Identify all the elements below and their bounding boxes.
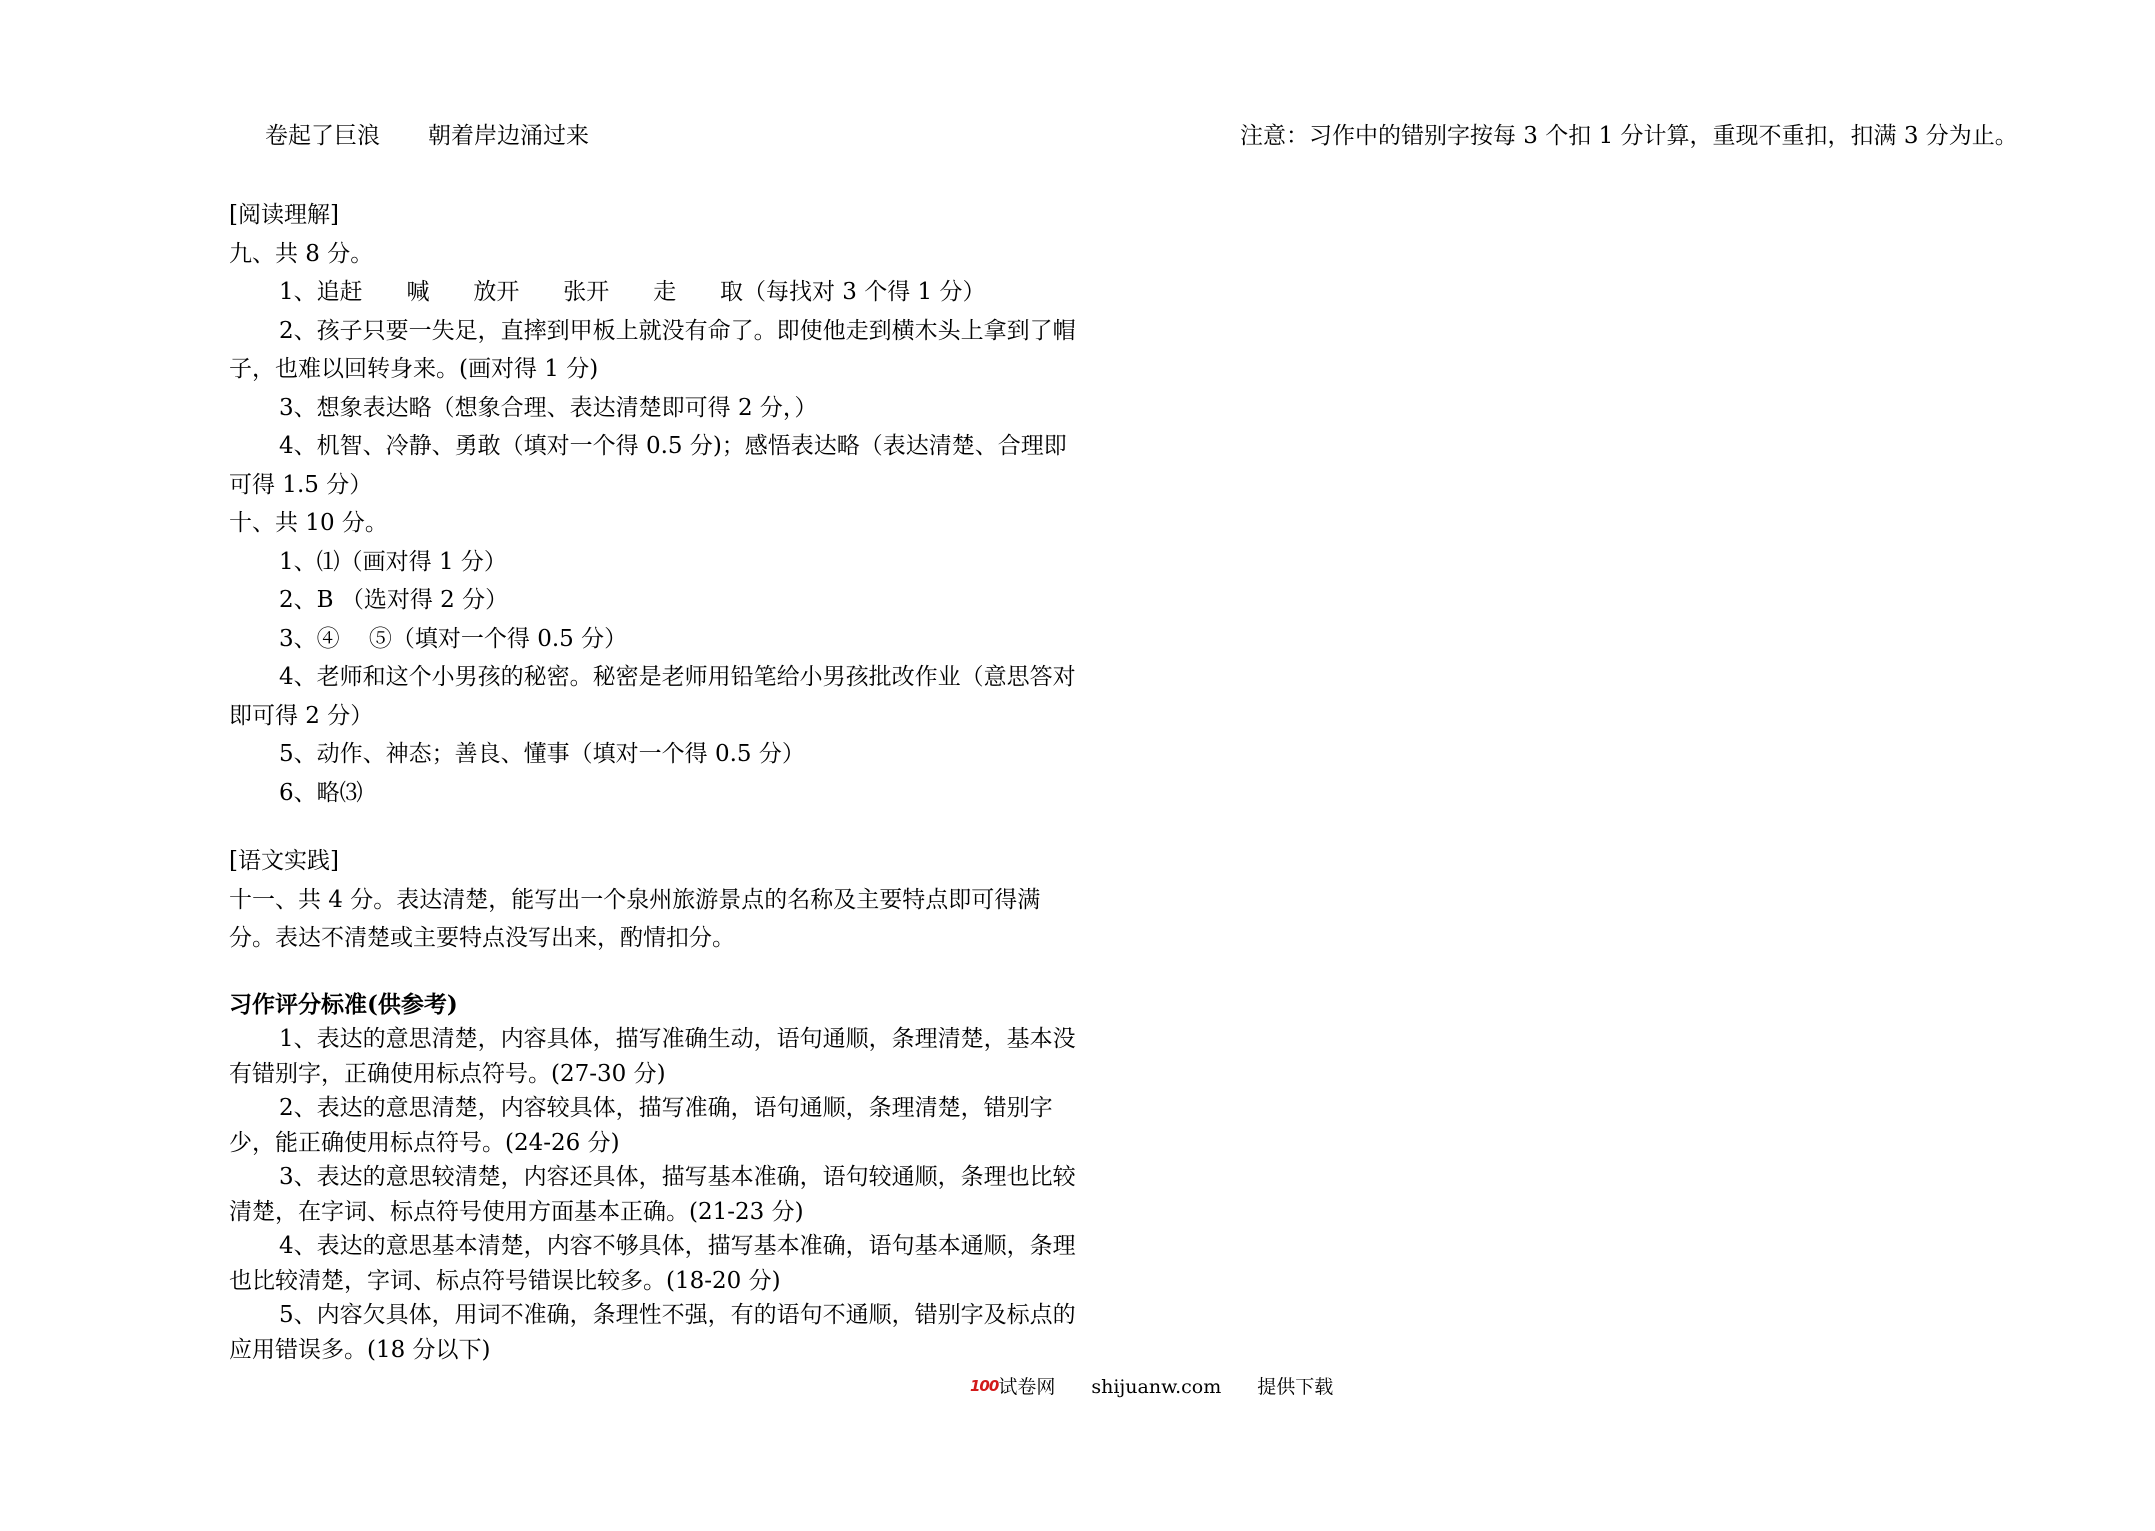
grading-item-3: 3、表达的意思较清楚，内容还具体，描写基本准确，语句较通顺，条理也比较清楚，在字词、标点符号使用方面基本正确。(21-23 分) <box>229 1164 1076 1225</box>
footer-download: 提供下载 <box>1257 1376 1334 1398</box>
answer-column <box>229 196 1079 1367</box>
q9-answer-4: 4、机智、冷静、勇敢（填对一个得 0.5 分)；感悟表达略（表达清楚、合理即可得 1.5 分） <box>229 433 1067 498</box>
grading-section <box>229 988 1079 1368</box>
q10-answer-6: 6、略⑶ <box>279 779 363 806</box>
q9-title: 九、共 8 分。 <box>229 240 374 267</box>
site-logo-icon: 100 <box>970 1377 999 1395</box>
footer-domain: shijuanw.com <box>1091 1376 1222 1398</box>
grading-heading: 习作评分标准(供参考) <box>229 990 458 1018</box>
q10-answer-2: 2、B （选对得 2 分） <box>279 587 509 613</box>
q10-answer-1: 1、⑴（画对得 1 分） <box>279 548 507 575</box>
q9-answer-3: 3、想象表达略（想象合理、表达清楚即可得 2 分，） <box>279 394 818 421</box>
grading-item-4: 4、表达的意思基本清楚，内容不够具体，描写基本准确，语句基本通顺，条理也比较清楚，字词、标点符号错误比较多。(18-20 分) <box>229 1233 1076 1294</box>
top-line <box>265 120 589 152</box>
q10-title: 十、共 10 分。 <box>229 510 388 536</box>
scoring-note: 注意：习作中的错别字按每 3 个扣 1 分计算，重现不重扣，扣满 3 分为止。 <box>1240 123 2018 149</box>
grading-item-5: 5、内容欠具体，用词不准确，条理性不强，有的语句不通顺，错别字及标点的应用错误多。(18 分以下) <box>229 1302 1076 1363</box>
q10-answer-3: 3、④ ⑤（填对一个得 0.5 分） <box>279 625 628 652</box>
q9-answer-1: 1、追赶 喊 放开 张开 走 取（每找对 3 个得 1 分） <box>279 279 986 305</box>
grading-item-2: 2、表达的意思清楚，内容较具体，描写准确，语句通顺，条理清楚，错别字少，能正确使用标点符号。(24-26 分) <box>229 1095 1053 1156</box>
q11-answer: 十一、共 4 分。表达清楚，能写出一个泉州旅游景点的名称及主要特点即可得满分。表达不清楚或主要特点没写出来，酌情扣分。 <box>229 886 1041 951</box>
q10-answer-4: 4、老师和这个小男孩的秘密。秘密是老师用铅笔给小男孩批改作业（意思答对即可得 2 分） <box>229 664 1076 729</box>
practice-heading: [语文实践] <box>229 848 339 874</box>
q10-answer-5: 5、动作、神态；善良、懂事（填对一个得 0.5 分） <box>279 741 805 767</box>
top-line-part2: 朝着岸边涌过来 <box>428 123 589 149</box>
top-line-part1: 卷起了巨浪 <box>265 123 380 149</box>
reading-heading: [阅读理解] <box>229 202 339 228</box>
q9-answer-2: 2、孩子只要一失足，直摔到甲板上就没有命了。即使他走到横木头上拿到了帽子，也难以回转身来。(画对得 1 分) <box>229 317 1076 382</box>
footer-site-name: 试卷网 <box>998 1376 1056 1398</box>
grading-item-1: 1、表达的意思清楚，内容具体，描写准确生动，语句通顺，条理清楚，基本没有错别字，正确使用标点符号。(27-30 分) <box>229 1026 1076 1087</box>
page-footer <box>970 1373 1333 1400</box>
